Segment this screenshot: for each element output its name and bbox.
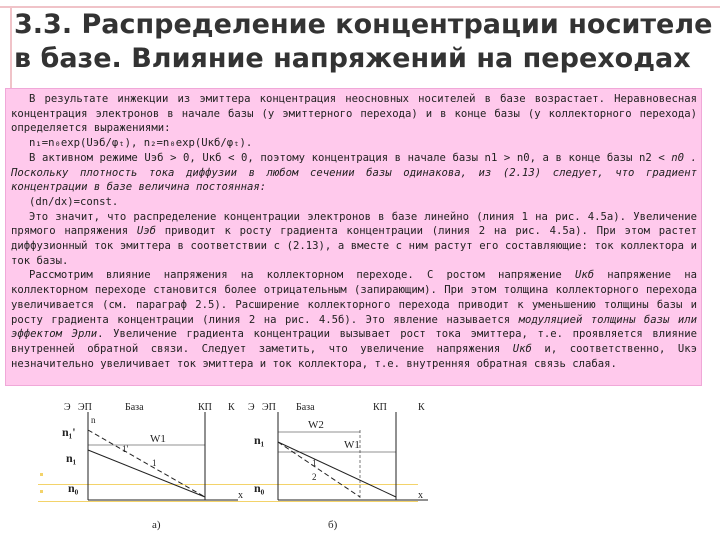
panel-b-label-kp: КП xyxy=(373,402,387,413)
paragraph-collector-voltage xyxy=(11,268,697,371)
accent-dot-1 xyxy=(40,473,43,476)
panel-a-label-n1p: n₁' xyxy=(62,425,76,439)
panel-b-caption: б) xyxy=(328,519,338,531)
accent-dot-2 xyxy=(40,490,43,493)
panel-a-curve-1: 1 xyxy=(152,458,157,468)
panel-a-label-ep: ЭП xyxy=(78,402,92,413)
p3-text-a: Это значит, что распределение концентрации электронов в базе линейно (линия 1 на рис. 4.5а). Увеличение прямого напряжения xyxy=(11,210,697,238)
p3-text-b: Uэб xyxy=(136,225,157,238)
p4-text-g: и, соответственно, Uкэ незначительно увеличивает ток эмиттера и ток коллектора, т.е. внутренняя обратная связь слабая. xyxy=(11,342,697,370)
panel-a-label-base: База xyxy=(125,402,144,413)
paragraph-injection: В результате инжекции из эмиттера концентрация неосновных носителей в базе возрастает. Неравновесная концентрация электронов в начале базы (у эмиттерного перехода) и в конце базы (у коллекторного перехода) определяется выражениями: xyxy=(11,93,697,135)
panel-a-line-1 xyxy=(88,450,205,497)
panel-a-label-n1: n₁ xyxy=(66,451,77,465)
panel-b-label-ep: ЭП xyxy=(262,402,276,413)
figure-svg xyxy=(60,400,440,540)
panel-a xyxy=(62,402,243,531)
p4-text-d: модуляцией толщины базы или эффектом Эрли xyxy=(11,313,697,341)
p4-text-f: Uкб xyxy=(512,342,532,355)
p2-text-b: n0 . Поскольку плотность тока диффузии в любом сечении базы одинакова, из (2.13) следует, что градиент концентрации в базе величина постоянная: xyxy=(11,151,697,194)
panel-a-label-e: Э xyxy=(64,402,71,413)
panel-a-label-x: x xyxy=(238,490,243,501)
panel-b-label-x: x xyxy=(418,490,423,501)
panel-a-line-2 xyxy=(88,430,205,497)
body-text-box xyxy=(5,88,702,386)
panel-b-label-k: К xyxy=(418,402,425,413)
panel-b-label-n1: n₁ xyxy=(254,433,265,447)
p3-text-c: приводит к росту градиента концентрации (линия 2 на рис. 4.5а). При этом растет диффузионный ток эмиттера в соответствии с (2.13), а вместе с ним растут его составляющие: ток коллектора и ток базы. xyxy=(11,225,697,267)
panel-a-curve-2: 1' xyxy=(122,444,129,454)
panel-a-label-n0: n₀ xyxy=(68,481,79,495)
panel-a-label-kp: КП xyxy=(198,402,212,413)
panel-b-label-n0: n₀ xyxy=(254,481,265,495)
panel-b-label-base: База xyxy=(296,402,315,413)
slide-title xyxy=(14,8,720,76)
panel-b-label-w1: W1 xyxy=(344,439,360,451)
panel-b xyxy=(248,402,428,531)
p4-text-a: Рассмотрим влияние напряжения на коллекторном переходе. С ростом напряжение xyxy=(29,269,575,282)
paragraph-linear-distribution xyxy=(11,210,697,269)
panel-b-line-1 xyxy=(278,442,396,497)
panel-a-label-w1: W1 xyxy=(150,433,166,445)
panel-b-label-w2: W2 xyxy=(308,419,324,431)
panel-a-label-n: n xyxy=(91,415,96,425)
panel-a-caption: а) xyxy=(152,519,161,531)
p4-text-b: Uкб xyxy=(574,269,595,282)
panel-a-label-k: К xyxy=(228,402,235,413)
panel-b-label-e: Э xyxy=(248,402,255,413)
p2-text-a: В активном режиме Uэб > 0, Uкб < 0, поэтому концентрация в начале базы n1 > n0, а в конце базы n2 < xyxy=(29,151,672,164)
p4-text-c: напряжение на коллекторном переходе становится более отрицательным (запирающим). При этом толщина коллекторного перехода увеличивается (см. параграф 2.5). Расширение коллекторного перехода приводит к уменьшению толщины базы и росту градиента концентрации (линия 2 на рис. 4.5б). Это явление называется xyxy=(11,269,697,326)
p4-text-e: . Увеличение градиента концентрации вызывает рост тока эмиттера, т.е. проявляется влияние внутренней обратной связи. Следует заметить, что увеличение напряжения xyxy=(11,328,697,355)
paragraph-active-mode xyxy=(11,151,697,195)
accent-line-top xyxy=(0,6,720,8)
title-line-2: в базе. Влияние напряжений на переходах xyxy=(14,43,691,74)
title-line-1: 3.3. Распределение концентрации носителе xyxy=(14,9,713,40)
formula-concentrations: n₁=n₀exp(Uэб/φₜ), n₂=n₀exp(Uкб/φₜ). xyxy=(29,137,253,150)
panel-b-curve-1: 1 xyxy=(312,458,317,468)
figure-concentration xyxy=(60,400,440,540)
panel-b-curve-2: 2 xyxy=(312,472,317,482)
formula-gradient: (dn/dx)=const. xyxy=(29,195,119,208)
